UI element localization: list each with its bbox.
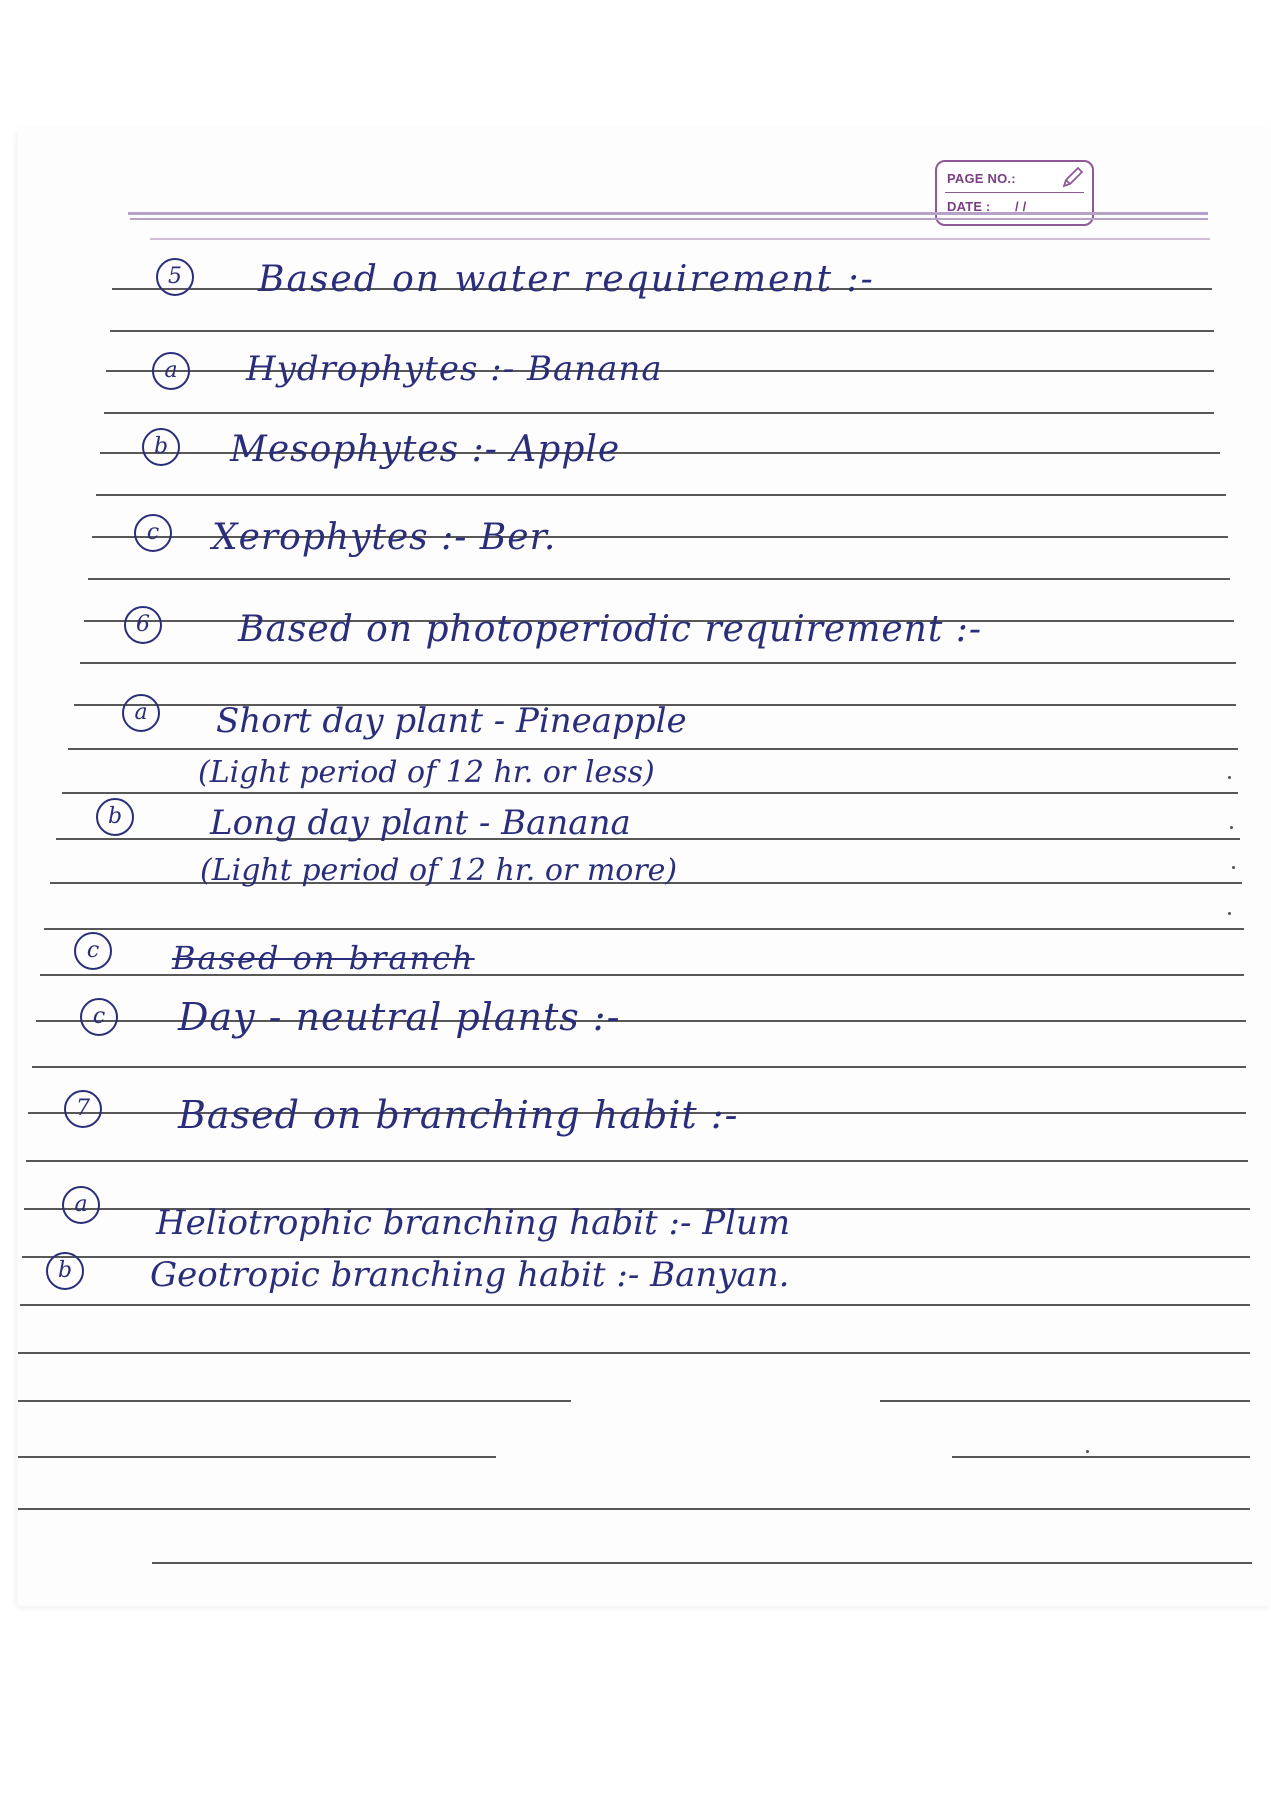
section-5c-text: Xerophytes :- Ber. xyxy=(212,517,557,558)
section-6a-note: (Light period of 12 hr. or less) xyxy=(198,755,655,790)
section-7-title: Based on branching habit :- xyxy=(178,1093,739,1137)
section-6c-text: Day - neutral plants :- xyxy=(178,995,621,1039)
top-margin-line-1 xyxy=(128,212,1208,215)
section-5-title: Based on water requirement :- xyxy=(258,259,875,300)
section-7-number: 7 xyxy=(64,1090,102,1128)
ruled-line xyxy=(20,1304,1250,1306)
section-6c-struck-label: c xyxy=(74,932,112,970)
section-5a-label: a xyxy=(152,352,190,390)
top-margin-line-2 xyxy=(130,218,1208,220)
ruled-line xyxy=(96,494,1226,496)
date-label: DATE : xyxy=(947,199,991,214)
ruled-line xyxy=(88,578,1230,580)
section-7b-label: b xyxy=(46,1252,84,1290)
ruled-line xyxy=(18,1352,1250,1354)
page-date-box xyxy=(935,160,1094,226)
section-5b-label: b xyxy=(142,428,180,466)
section-5b-text: Mesophytes :- Apple xyxy=(230,429,621,470)
ruled-line xyxy=(880,1400,1250,1402)
paper-speck xyxy=(1228,912,1231,915)
ruled-line xyxy=(32,1066,1246,1068)
paper-speck xyxy=(1232,866,1235,869)
section-6b-text: Long day plant - Banana xyxy=(210,803,631,843)
paper-speck xyxy=(1086,1450,1089,1453)
ruled-line xyxy=(18,1508,1250,1510)
section-6-number: 6 xyxy=(124,606,162,644)
pencil-icon xyxy=(1060,164,1086,190)
section-6b-label: b xyxy=(96,798,134,836)
ruled-line xyxy=(110,330,1214,332)
paper-speck xyxy=(1228,776,1231,779)
ruled-line xyxy=(62,792,1238,794)
section-6-title: Based on photoperiodic requirement :- xyxy=(238,609,983,650)
page-no-label: PAGE NO.: xyxy=(947,171,1016,186)
ruled-line xyxy=(18,1456,496,1458)
top-margin-line-3 xyxy=(150,238,1210,240)
section-5a-text: Hydrophytes :- Banana xyxy=(246,349,663,389)
section-5c-label: c xyxy=(134,514,172,552)
section-7a-label: a xyxy=(62,1186,100,1224)
section-6a-text: Short day plant - Pineapple xyxy=(216,701,687,741)
section-5-number: 5 xyxy=(156,258,194,296)
ruled-line xyxy=(26,1160,1248,1162)
ruled-line xyxy=(68,748,1238,750)
paper-speck xyxy=(1230,826,1233,829)
ruled-line xyxy=(44,928,1244,930)
page-box-divider xyxy=(945,192,1084,193)
ruled-line xyxy=(952,1456,1250,1458)
section-6b-note: (Light period of 12 hr. or more) xyxy=(200,853,678,888)
ruled-line xyxy=(104,412,1214,414)
section-6c-struck-text: Based on branch xyxy=(172,939,475,977)
date-value: / / xyxy=(1015,199,1027,214)
section-6c-label: c xyxy=(80,998,118,1036)
section-7b-text: Geotropic branching habit :- Banyan. xyxy=(150,1255,790,1295)
ruled-line xyxy=(18,1400,571,1402)
section-6a-label: a xyxy=(122,694,160,732)
ruled-line xyxy=(80,662,1236,664)
ruled-line xyxy=(152,1562,1252,1564)
section-7a-text: Heliotrophic branching habit :- Plum xyxy=(156,1203,791,1243)
